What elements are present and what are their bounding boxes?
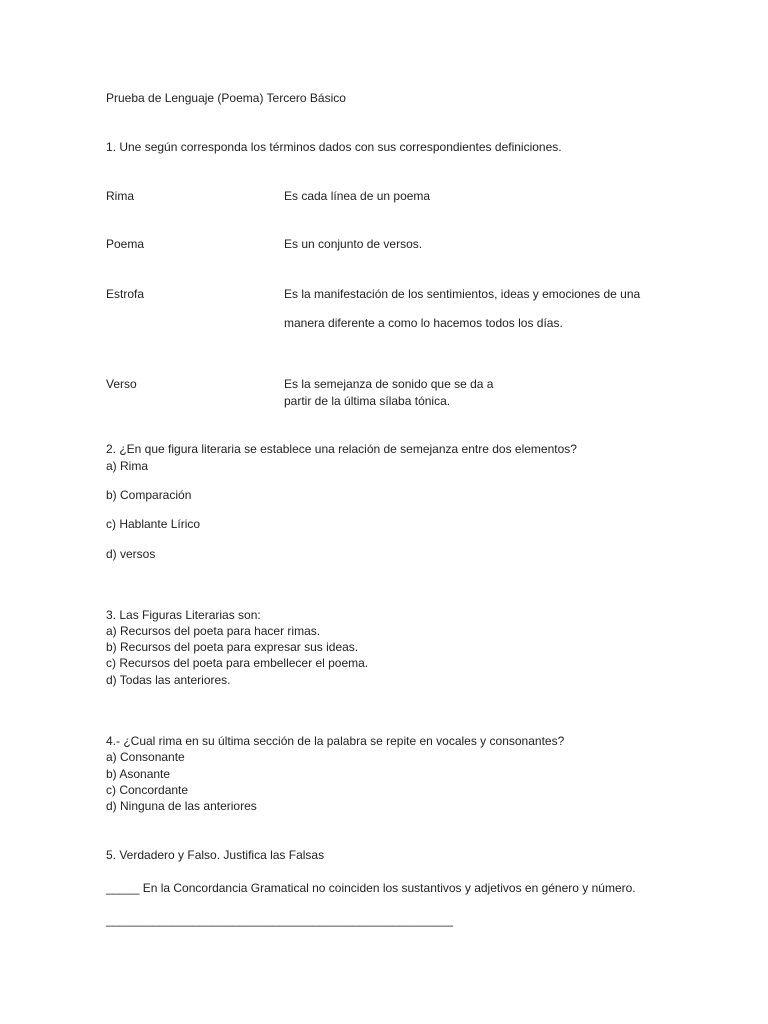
q3-option-a: a) Recursos del poeta para hacer rimas. — [106, 624, 321, 638]
q2-option-d: d) versos — [106, 547, 156, 561]
q1-def-4-line-1: Es la semejanza de sonido que se da a — [284, 377, 494, 391]
q5-statement: _____ En la Concordancia Gramatical no coinciden los sustantivos y adjetivos en género y número. — [106, 881, 636, 895]
q4-option-a: a) Consonante — [106, 750, 185, 764]
q1-term-verso: Verso — [106, 377, 137, 391]
q4-option-d: d) Ninguna de las anteriores — [106, 799, 257, 813]
q2-option-b: b) Comparación — [106, 488, 192, 502]
q4-option-c: c) Concordante — [106, 783, 189, 797]
q4-option-b: b) Asonante — [106, 767, 171, 781]
q3-option-b: b) Recursos del poeta para expresar sus ideas. — [106, 640, 359, 654]
q1-def-1: Es cada línea de un poema — [284, 189, 431, 203]
q1-def-3-line-2: manera diferente a como lo hacemos todos los días. — [284, 316, 563, 330]
q3-option-d: d) Todas las anteriores. — [106, 673, 231, 687]
q5-answer-line: ____________________________________________________ — [106, 913, 454, 927]
page-title: Prueba de Lenguaje (Poema) Tercero Básico — [106, 91, 346, 105]
q2-prompt: 2. ¿En que figura literaria se establece una relación de semejanza entre dos elementos? — [106, 442, 577, 456]
q1-term-estrofa: Estrofa — [106, 287, 145, 301]
q5-prompt: 5. Verdadero y Falso. Justifica las Falsas — [106, 848, 325, 862]
q2-option-a: a) Rima — [106, 459, 149, 473]
q4-prompt: 4.- ¿Cual rima en su última sección de la palabra se repite en vocales y consonantes? — [106, 734, 565, 748]
q2-option-c: c) Hablante Lírico — [106, 517, 201, 531]
q1-def-2: Es un conjunto de versos. — [284, 237, 423, 251]
q1-term-poema: Poema — [106, 237, 145, 251]
q1-def-4-line-2: partir de la última sílaba tónica. — [284, 394, 451, 408]
q1-term-rima: Rima — [106, 189, 135, 203]
q3-prompt: 3. Las Figuras Literarias son: — [106, 608, 261, 622]
q3-option-c: c) Recursos del poeta para embellecer el poema. — [106, 656, 369, 670]
q1-def-3-line-1: Es la manifestación de los sentimientos, ideas y emociones de una — [284, 287, 641, 301]
q1-prompt: 1. Une según corresponda los términos dados con sus correspondientes definiciones. — [106, 140, 562, 154]
